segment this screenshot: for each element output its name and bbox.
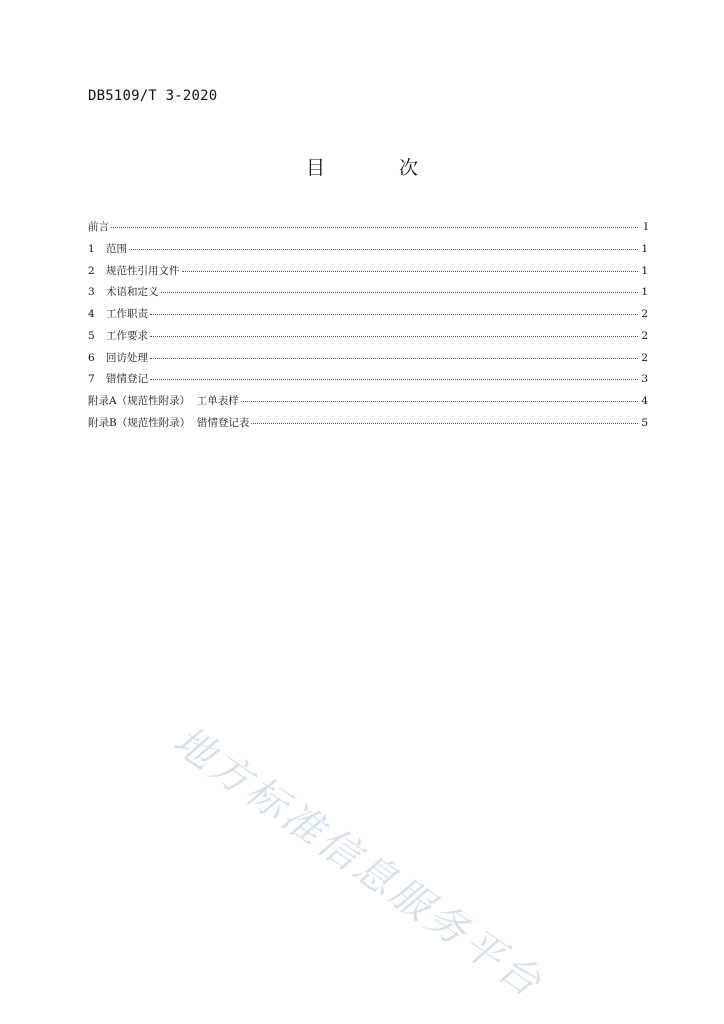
toc-entry-label: 回访处理 xyxy=(106,351,148,364)
toc-entry-number: 7 xyxy=(88,373,95,386)
toc-entry-label: 附录B（规范性附录） 错情登记表 xyxy=(88,416,250,429)
toc-entry-label: 范围 xyxy=(106,242,127,255)
document-code: DB5109/T 3-2020 xyxy=(88,88,218,104)
toc-entry-number: 6 xyxy=(88,351,95,364)
toc-entry-page: 1 xyxy=(641,264,648,277)
dot-leader xyxy=(111,219,638,228)
toc-entry-number: 5 xyxy=(88,329,95,342)
toc-entry-page: 1 xyxy=(641,242,648,255)
toc-entry-page: 5 xyxy=(641,416,648,429)
toc-entry-page: Ⅰ xyxy=(643,221,648,233)
toc-title: 目 次 xyxy=(305,157,453,179)
toc-entry-appendix-a[interactable] xyxy=(88,393,648,415)
toc-entry-number: 2 xyxy=(88,264,95,277)
toc-entry-page: 4 xyxy=(641,395,648,407)
toc-entry-error-registration[interactable] xyxy=(88,371,648,393)
toc-entry-label: 工作要求 xyxy=(106,329,148,342)
toc-entry-number: 4 xyxy=(88,308,95,320)
toc-entry-foreword[interactable] xyxy=(88,219,648,241)
toc-entry-follow-up[interactable] xyxy=(88,350,648,372)
toc-entry-scope[interactable] xyxy=(88,241,648,263)
toc-entry-terms[interactable] xyxy=(88,284,648,306)
toc-entry-requirements[interactable] xyxy=(88,328,648,350)
toc-entry-page: 2 xyxy=(641,308,648,320)
dot-leader xyxy=(161,284,639,293)
dot-leader xyxy=(241,393,638,402)
toc-entry-label: 错情登记 xyxy=(106,373,148,386)
toc-entry-page: 1 xyxy=(641,286,648,299)
toc-entry-responsibilities[interactable] xyxy=(88,306,648,328)
dot-leader xyxy=(150,328,638,337)
toc-entry-label: 附录A（规范性附录） 工单表样 xyxy=(88,395,239,407)
dot-leader xyxy=(182,263,639,272)
toc-entry-number: 3 xyxy=(88,286,95,299)
toc-entry-page: 2 xyxy=(641,329,648,342)
dot-leader xyxy=(150,371,638,380)
dot-leader xyxy=(251,415,638,424)
dot-leader xyxy=(150,350,638,359)
toc-entry-number: 1 xyxy=(88,242,95,255)
toc-entry-page: 2 xyxy=(641,351,648,364)
watermark: 地方标准信息服务平台 xyxy=(164,717,552,1008)
toc-entry-label: 工作职责 xyxy=(106,308,148,320)
dot-leader xyxy=(150,306,638,315)
toc-entry-label: 规范性引用文件 xyxy=(106,264,180,277)
toc-entry-appendix-b[interactable] xyxy=(88,415,648,437)
dot-leader xyxy=(129,241,638,250)
toc-entry-page: 3 xyxy=(641,373,648,386)
toc-entry-label: 前言 xyxy=(88,221,109,233)
toc-entry-normative-references[interactable] xyxy=(88,263,648,285)
table-of-contents xyxy=(88,219,648,437)
toc-entry-label: 术语和定义 xyxy=(106,286,159,299)
